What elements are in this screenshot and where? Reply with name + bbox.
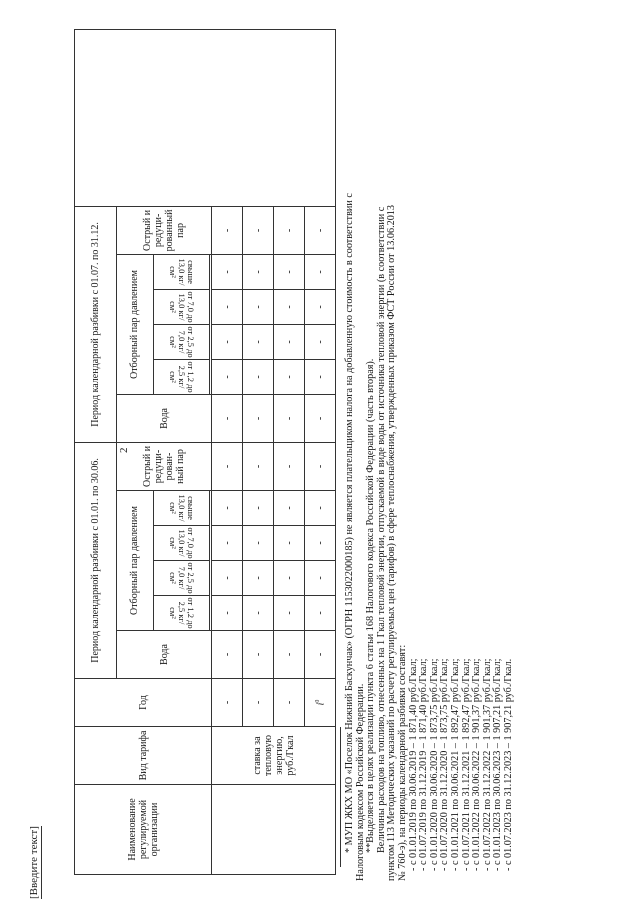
header-tariff-type: Вид тарифа — [75, 727, 212, 785]
footnote-1: * МУП ЖКХ МО «Поселок Нижний Баскунчак» (ОГРН 1153022000185) не является плательщиком налога на добавленную стоимость в соответствии с — [344, 193, 355, 853]
fuel-paragraph-1: Величины расходов на топливо, отнесенных на 1 Гкал тепловой энергии, отпускаемой в виде воды от источника тепловой энергии (в соответствии с — [375, 206, 387, 853]
tariff-table — [74, 29, 336, 875]
header-pressure-2: от 2,5 до 7,0 кг/см² — [153, 561, 209, 596]
fuel-paragraph-3: № 760-э), на периоды календарной разбивки составят: — [396, 644, 408, 881]
footnote-separator — [340, 727, 341, 867]
fuel-paragraph-2: пунктом 113 Методических указаний по расчету регулируемых цен (тарифов) в сфере теплоснабжения, утвержденных приказом ФСТ России от 13.06.2013 — [386, 205, 398, 881]
header-pressure-1b: от 1,2 до 2,5 кг/см² — [153, 359, 209, 394]
org-cell — [212, 785, 336, 875]
period-item: - с 01.01.2023 по 30.06.2023 – 1 907,21 руб./Гкал; — [492, 658, 504, 871]
period-item: - с 01.07.2020 по 31.12.2020 – 1 873,75 руб./Гкал; — [439, 658, 451, 871]
period-item: - с 01.07.2019 по 31.12.2019 – 1 871,40 руб./Гкал; — [418, 658, 430, 871]
row1-label: ставка за тепловую энергию, руб./Гкал — [212, 727, 336, 785]
footnote-1b: Налоговым кодексом Российской Федерации. — [354, 683, 366, 881]
page-number: 2 — [118, 447, 130, 453]
table-row: - - - - - - - - - - - - - — [274, 29, 305, 874]
header-water-2: Вода — [117, 394, 212, 442]
year-cell: $i^0$ — [305, 679, 336, 727]
table-row: $i^0$ - - - - - - - - - - - - — [305, 29, 336, 874]
period-item: - с 01.01.2020 по 30.06.2020 – 1 873,75 руб./Гкал; — [428, 658, 440, 871]
header-org: Наименование регулируемой организации — [75, 785, 212, 875]
header-pressure-1: от 1,2 до 2,5 кг/см² — [153, 596, 209, 631]
period-item: - с 01.07.2021 по 31.12.2021 – 1 892,47 руб./Гкал; — [460, 658, 472, 871]
period-item: - с 01.07.2022 по 31.12.2022 – 1 901,37 руб./Гкал; — [481, 658, 493, 871]
header-sharp-steam-2: Острый и редуци-рованный пар — [117, 206, 212, 254]
header-sharp-steam-1: Острый и редуци-рован-ный пар — [117, 442, 212, 490]
table-row: ставка за тепловую энергию, руб./Гкал - - - - - - - - - - - - - — [212, 29, 243, 874]
period-item: - с 01.01.2022 по 30.06.2022 – 1 901,37 руб./Гкал; — [471, 658, 483, 871]
header-pressure-3: от 7,0 до 13,0 кг/см² — [153, 526, 209, 561]
period-item: - с 01.01.2021 по 30.06.2021 – 1 892,47 руб./Гкал; — [449, 658, 461, 871]
header-pressure-4b: свыше 13,0 кг/см² — [153, 254, 209, 289]
header-pressure-2b: от 2,5 до 7,0 кг/см² — [153, 324, 209, 359]
header-selected-steam-1: Отборный пар давлением — [117, 491, 153, 631]
header-period-2: Период календарной разбивки с 01.07. по 31.12. — [75, 206, 117, 442]
header-selected-steam-2: Отборный пар давлением — [117, 254, 153, 394]
header-period-1: Период календарной разбивки с 01.01. по 30.06. — [75, 442, 117, 678]
period-item: - с 01.01.2019 по 30.06.2019 – 1 871,40 руб./Гкал; — [407, 658, 419, 871]
header-pressure-4: свыше 13,0 кг/см² — [153, 491, 209, 526]
footnote-2: **Выделяется в целях реализации пункта 6 статьи 168 Налогового кодекса Российской Федерации (часть вторая). — [365, 358, 377, 853]
table-row: - - - - - - - - - - - - - — [243, 29, 274, 874]
empty-margin-column — [75, 29, 336, 206]
header-water-1: Вода — [117, 631, 212, 679]
header-year: Год — [75, 679, 212, 727]
header-pressure-3b: от 7,0 до 13,0 кг/см² — [153, 289, 209, 324]
footnotes — [340, 21, 515, 881]
period-item: - с 01.07.2023 по 31.12.2023 – 1 907,21 руб./Гкал. — [502, 658, 514, 871]
header-placeholder[interactable]: [Введите текст] — [28, 826, 40, 899]
